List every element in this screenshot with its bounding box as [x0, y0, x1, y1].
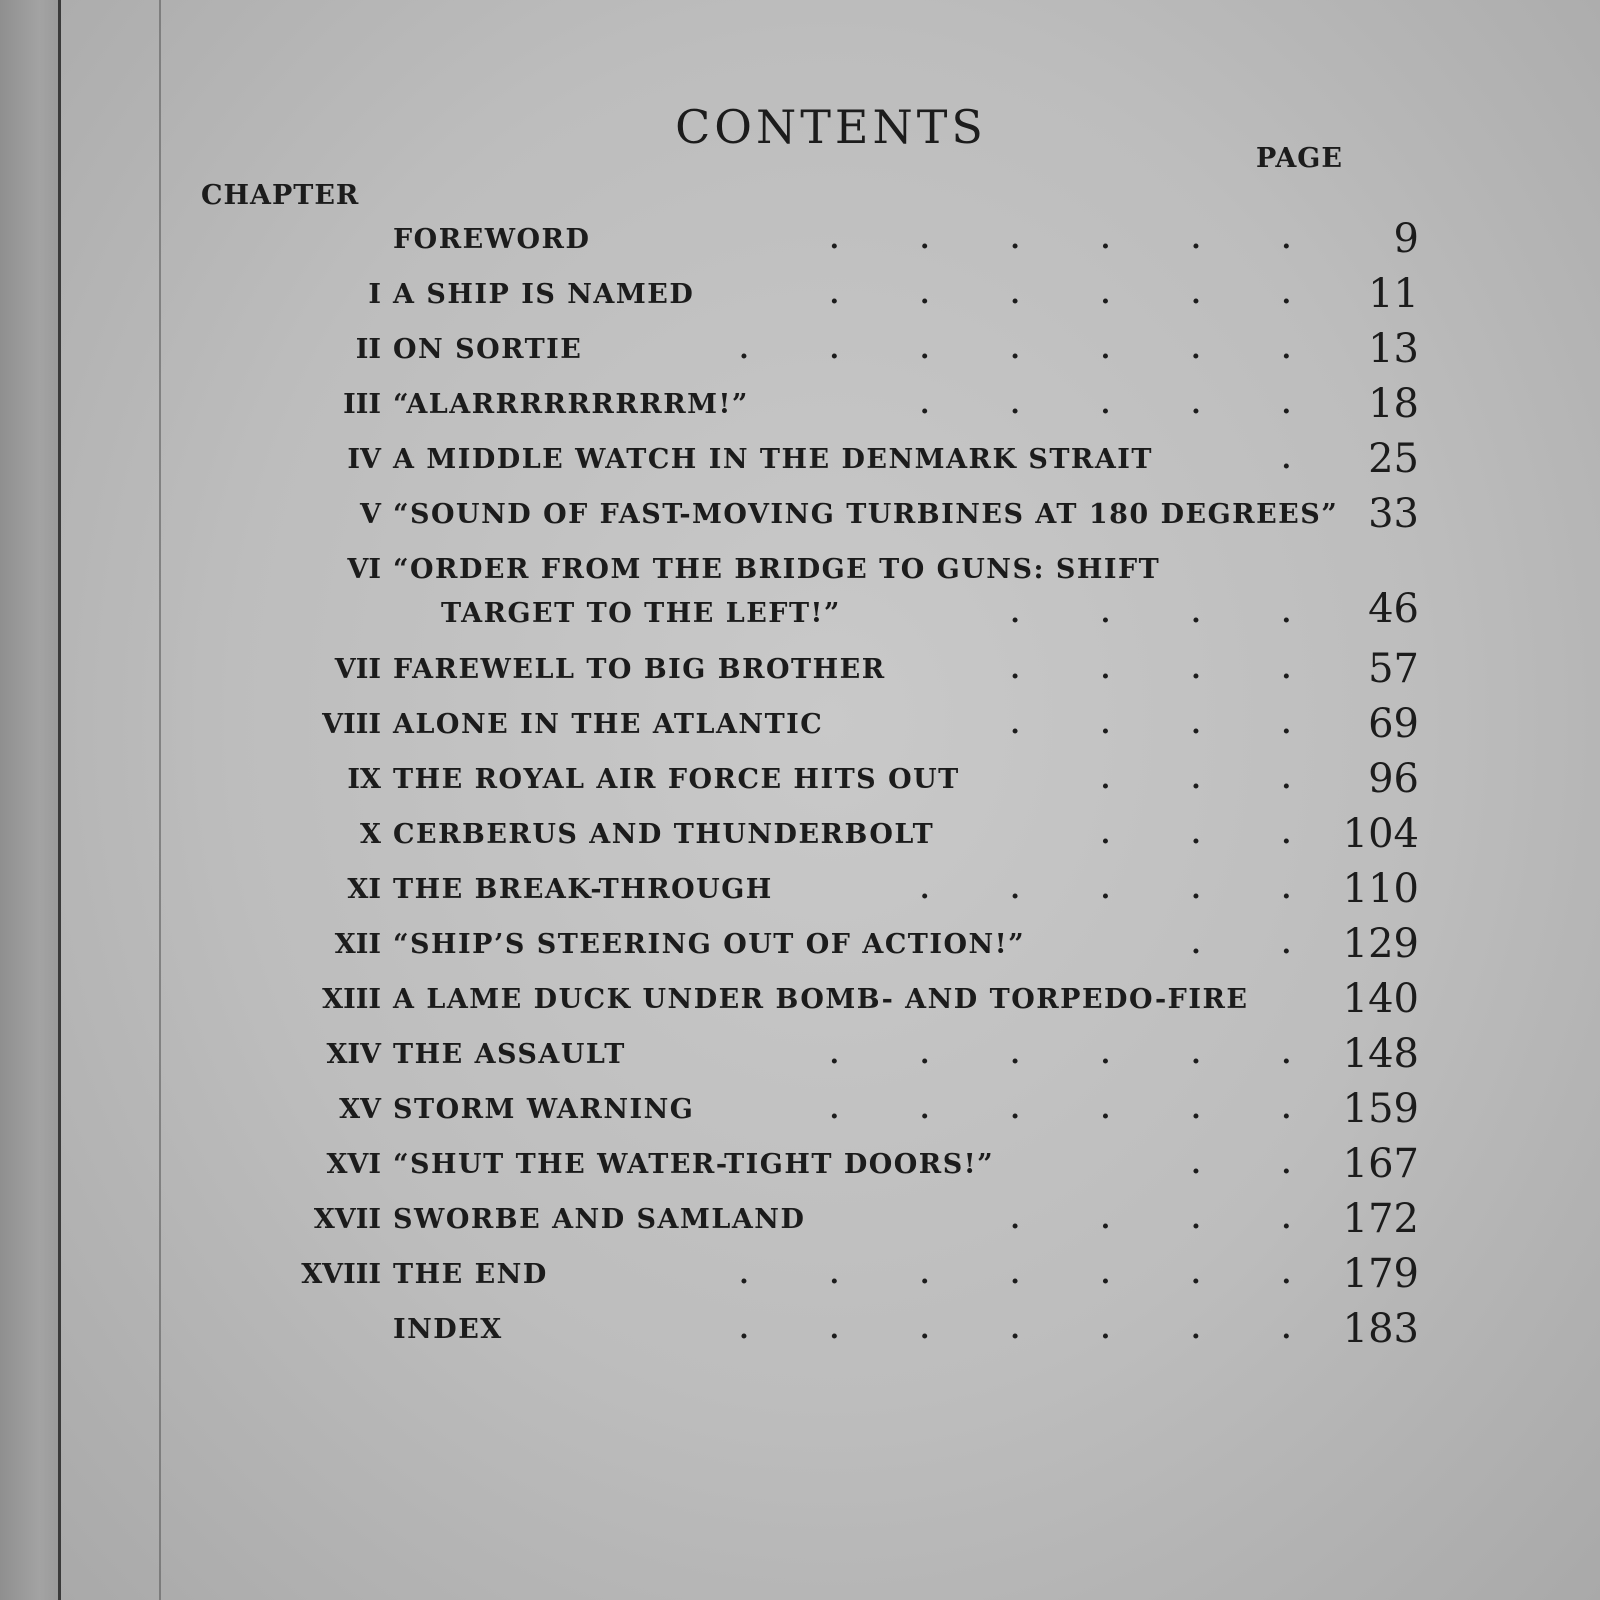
- toc-entry: [201, 750, 1441, 805]
- chapter-title: THE END: [393, 1259, 548, 1290]
- page-column-label: PAGE: [1256, 143, 1343, 174]
- dot-leader: . . . .: [1010, 1204, 1291, 1235]
- toc-entry: [201, 1300, 1441, 1355]
- chapter-number: XVIII: [301, 1259, 381, 1290]
- chapter-number: II: [355, 334, 381, 365]
- chapter-title: THE ASSAULT: [393, 1039, 626, 1070]
- chapter-title: STORM WARNING: [393, 1094, 695, 1125]
- toc-entry: [201, 375, 1441, 430]
- chapter-number: XVI: [326, 1149, 381, 1180]
- toc-entry: [201, 430, 1441, 485]
- page-number: 69: [1368, 701, 1419, 747]
- page-number: 140: [1342, 976, 1419, 1022]
- dot-leader: . . . . . .: [829, 224, 1291, 255]
- page-edge-line: [159, 0, 161, 1600]
- dot-leader: . . . . . .: [829, 279, 1291, 310]
- chapter-number: III: [343, 389, 381, 420]
- toc-entry: [201, 805, 1441, 860]
- dot-leader: . . . . . .: [829, 1094, 1291, 1125]
- chapter-title: “SHUT THE WATER-TIGHT DOORS!”: [393, 1149, 995, 1180]
- chapter-title: FOREWORD: [393, 224, 591, 255]
- chapter-title: “SHIP’S STEERING OUT OF ACTION!”: [393, 929, 1026, 960]
- chapter-number: XII: [334, 929, 381, 960]
- page-number: 9: [1393, 216, 1419, 262]
- page-number: 179: [1342, 1251, 1419, 1297]
- page-title: CONTENTS: [675, 100, 987, 154]
- page-number: 33: [1368, 491, 1419, 537]
- chapter-number: XIV: [326, 1039, 381, 1070]
- chapter-number: IV: [347, 444, 381, 475]
- chapter-number: VII: [334, 654, 381, 685]
- page-number: 18: [1368, 381, 1419, 427]
- chapter-title: INDEX: [393, 1314, 503, 1345]
- chapter-number: XV: [339, 1094, 381, 1125]
- toc-entry: [201, 695, 1441, 750]
- chapter-title: ON SORTIE: [393, 334, 583, 365]
- toc-entry: [201, 320, 1441, 375]
- chapter-title: “ALARRRRRRRRRM!”: [393, 389, 749, 420]
- chapter-number: XI: [347, 874, 381, 905]
- chapter-title: A LAME DUCK UNDER BOMB- AND TORPEDO-FIRE: [393, 984, 1249, 1015]
- chapter-number: VIII: [322, 709, 381, 740]
- dot-leader: . . . . . . .: [739, 334, 1291, 365]
- toc-entry: [201, 540, 1441, 640]
- page-number: 96: [1368, 756, 1419, 802]
- chapter-title: “SOUND OF FAST-MOVING TURBINES AT 180 DEGREES”: [393, 499, 1339, 530]
- chapter-number: X: [360, 819, 381, 850]
- chapter-title: THE BREAK-THROUGH: [393, 874, 773, 905]
- chapter-number: V: [360, 499, 381, 530]
- toc-entry: [201, 860, 1441, 915]
- dot-leader: . . . . . .: [829, 1039, 1291, 1070]
- page-number: 129: [1342, 921, 1419, 967]
- chapter-title: SWORBE AND SAMLAND: [393, 1204, 806, 1235]
- page-number: 11: [1368, 271, 1419, 317]
- page-number: 46: [1368, 586, 1419, 632]
- page-number: 167: [1342, 1141, 1419, 1187]
- dot-leader: . . .: [1100, 764, 1291, 795]
- table-of-contents: [201, 210, 1441, 1355]
- chapter-title: “ORDER FROM THE BRIDGE TO GUNS: SHIFT: [393, 554, 1161, 585]
- chapter-column-label: CHAPTER: [201, 180, 360, 211]
- dot-leader: . . . .: [1010, 709, 1291, 740]
- page-number: 104: [1342, 811, 1419, 857]
- dot-leader: . . . .: [1010, 598, 1291, 629]
- chapter-number: XIII: [322, 984, 381, 1015]
- dot-leader: . .: [1191, 929, 1291, 960]
- page-number: 110: [1342, 866, 1419, 912]
- dot-leader: .: [1281, 444, 1291, 475]
- chapter-title: A MIDDLE WATCH IN THE DENMARK STRAIT: [393, 444, 1154, 475]
- page-number: 159: [1342, 1086, 1419, 1132]
- chapter-number: VI: [347, 554, 381, 585]
- chapter-number: I: [368, 279, 381, 310]
- chapter-title: CERBERUS AND THUNDERBOLT: [393, 819, 935, 850]
- page-number: 25: [1368, 436, 1419, 482]
- page-number: 13: [1368, 326, 1419, 372]
- chapter-title: ALONE IN THE ATLANTIC: [393, 709, 824, 740]
- page-number: 57: [1368, 646, 1419, 692]
- toc-entry: [201, 1135, 1441, 1190]
- toc-entry: [201, 265, 1441, 320]
- chapter-title: A SHIP IS NAMED: [393, 279, 695, 310]
- chapter-title: FAREWELL TO BIG BROTHER: [393, 654, 886, 685]
- toc-entry: [201, 640, 1441, 695]
- chapter-number: IX: [347, 764, 381, 795]
- dot-leader: . . . . .: [920, 874, 1291, 905]
- page-number: 183: [1342, 1306, 1419, 1352]
- page-number: 148: [1342, 1031, 1419, 1077]
- toc-entry: [201, 1245, 1441, 1300]
- toc-entry: [201, 210, 1441, 265]
- toc-entry: [201, 485, 1441, 540]
- toc-entry: [201, 1080, 1441, 1135]
- toc-entry: [201, 1190, 1441, 1245]
- dot-leader: . . . .: [1010, 654, 1291, 685]
- chapter-title: THE ROYAL AIR FORCE HITS OUT: [393, 764, 960, 795]
- toc-entry: [201, 1025, 1441, 1080]
- toc-entry: [201, 915, 1441, 970]
- chapter-number: XVII: [313, 1204, 381, 1235]
- dot-leader: . . . . .: [920, 389, 1291, 420]
- dot-leader: . . . . . . .: [739, 1259, 1291, 1290]
- chapter-title-continued: TARGET TO THE LEFT!”: [441, 598, 841, 629]
- toc-entry: [201, 970, 1441, 1025]
- dot-leader: . .: [1191, 1149, 1291, 1180]
- page-number: 172: [1342, 1196, 1419, 1242]
- dot-leader: . . .: [1100, 819, 1291, 850]
- dot-leader: . . . . . . .: [739, 1314, 1291, 1345]
- book-page: [61, 0, 1600, 1600]
